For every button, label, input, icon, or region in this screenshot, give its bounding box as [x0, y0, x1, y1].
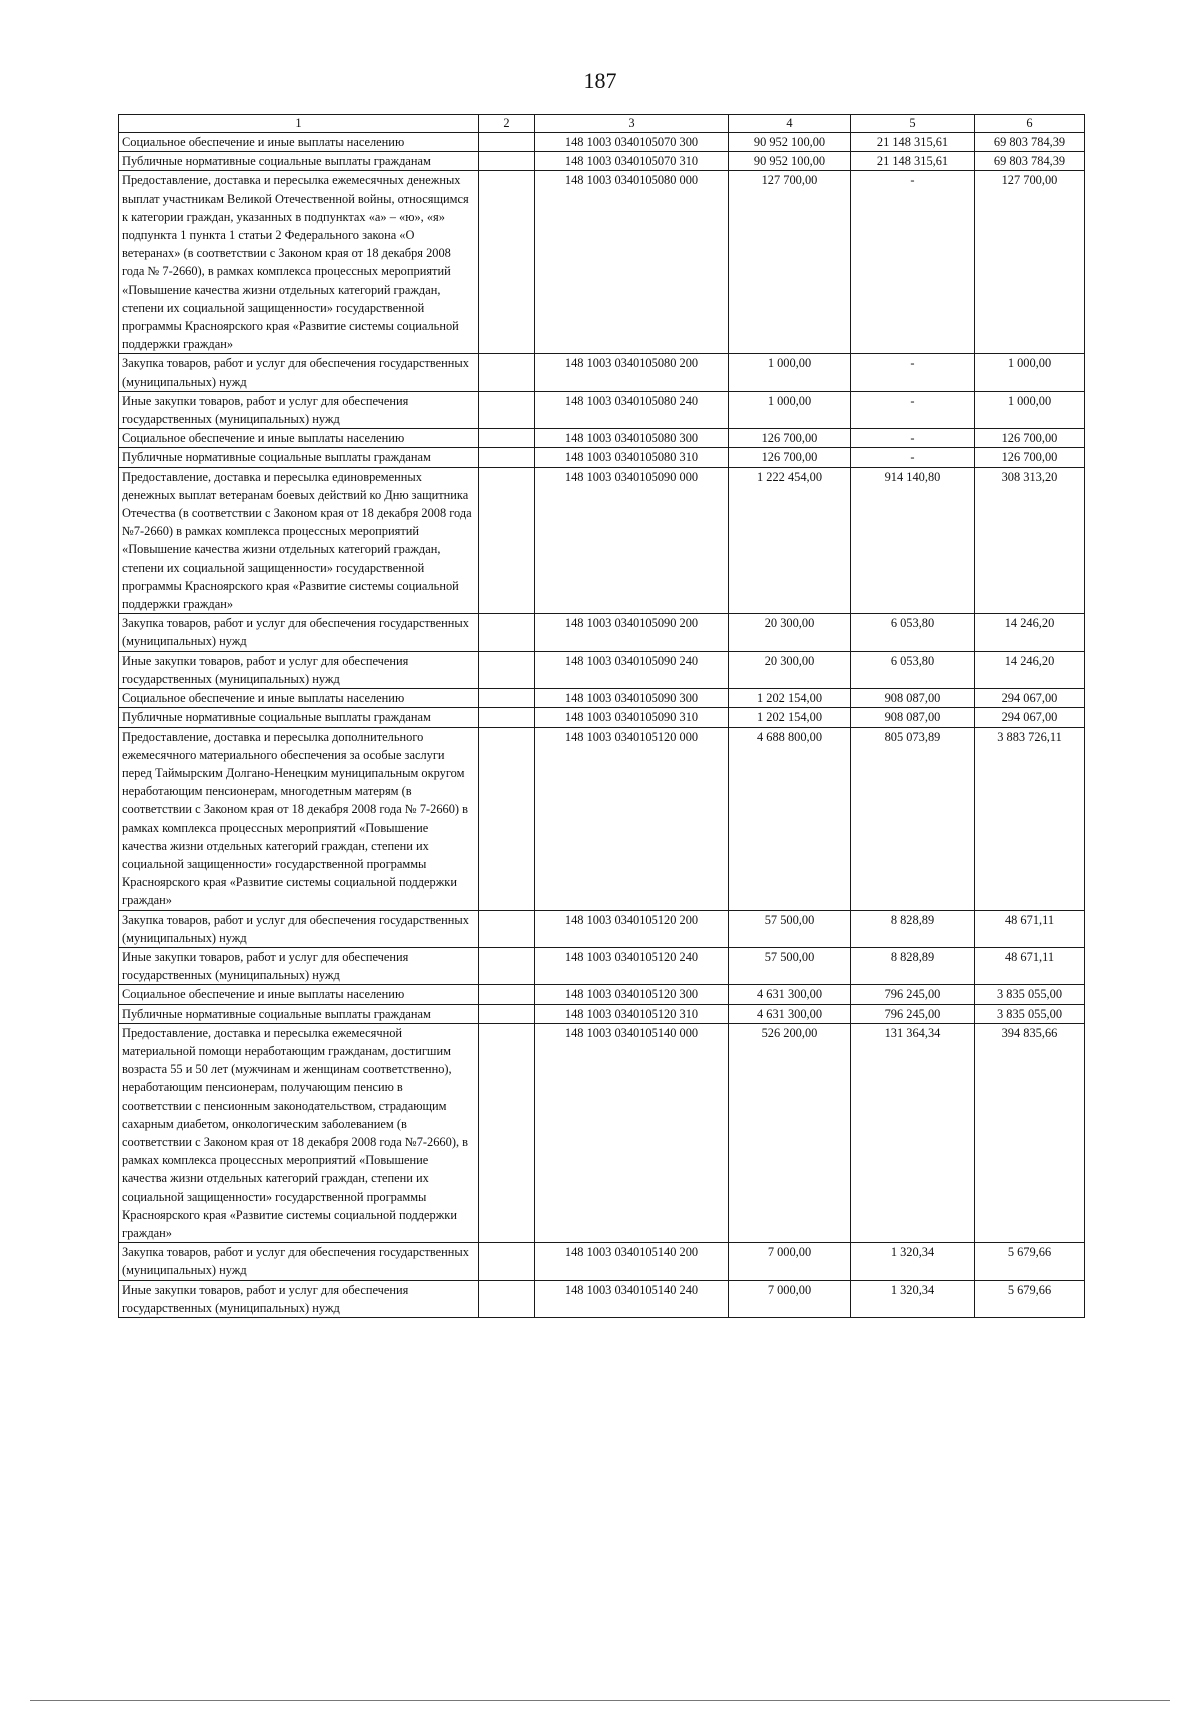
row-plan-cell: 90 952 100,00: [729, 152, 851, 171]
row-remainder-cell: 394 835,66: [975, 1023, 1085, 1242]
row-remainder-cell: 1 000,00: [975, 391, 1085, 428]
row-name-cell: Предоставление, доставка и пересылка дополнительного ежемесячного материального обеспечения за особые заслуги перед Таймырским Долгано-Ненецким муниципальным округом неработающим пенсионерам, многодетным матерям (в соответствии с Законом края от 18 декабря 2008 года № 7-2660) в рамках комплекса процессных мероприятий «Повышение качества жизни отдельных категорий граждан, степени их социальной защищенности» государственной программы Красноярского края «Развитие системы социальной поддержки граждан»: [119, 727, 479, 910]
row-remainder-cell: 14 246,20: [975, 614, 1085, 651]
row-code-cell: 148 1003 0340105140 000: [535, 1023, 729, 1242]
row-name-cell: Закупка товаров, работ и услуг для обеспечения государственных (муниципальных) нужд: [119, 614, 479, 651]
row-plan-cell: 20 300,00: [729, 651, 851, 688]
row-code-cell: 148 1003 0340105140 200: [535, 1243, 729, 1280]
table-row: [119, 1023, 1085, 1242]
row-remainder-cell: 126 700,00: [975, 429, 1085, 448]
row-remainder-cell: 127 700,00: [975, 171, 1085, 354]
row-remainder-cell: 69 803 784,39: [975, 133, 1085, 152]
table-row: [119, 651, 1085, 688]
row-name-cell: Иные закупки товаров, работ и услуг для обеспечения государственных (муниципальных) нужд: [119, 391, 479, 428]
row-col2-cell: [479, 1004, 535, 1023]
row-name-cell: Иные закупки товаров, работ и услуг для обеспечения государственных (муниципальных) нужд: [119, 947, 479, 984]
page-bottom-rule: [30, 1700, 1170, 1701]
row-name-cell: Закупка товаров, работ и услуг для обеспечения государственных (муниципальных) нужд: [119, 1243, 479, 1280]
header-col-6: 6: [975, 115, 1085, 133]
row-plan-cell: 4 631 300,00: [729, 985, 851, 1004]
row-plan-cell: 1 000,00: [729, 391, 851, 428]
row-executed-cell: 1 320,34: [851, 1280, 975, 1317]
header-col-3: 3: [535, 115, 729, 133]
row-remainder-cell: 3 835 055,00: [975, 1004, 1085, 1023]
row-name-cell: Публичные нормативные социальные выплаты гражданам: [119, 1004, 479, 1023]
row-plan-cell: 4 688 800,00: [729, 727, 851, 910]
row-remainder-cell: 1 000,00: [975, 354, 1085, 391]
row-executed-cell: 21 148 315,61: [851, 152, 975, 171]
row-plan-cell: 127 700,00: [729, 171, 851, 354]
row-plan-cell: 526 200,00: [729, 1023, 851, 1242]
row-col2-cell: [479, 391, 535, 428]
header-col-5: 5: [851, 115, 975, 133]
row-executed-cell: 796 245,00: [851, 1004, 975, 1023]
table-row: [119, 708, 1085, 727]
row-executed-cell: 796 245,00: [851, 985, 975, 1004]
row-executed-cell: 21 148 315,61: [851, 133, 975, 152]
row-name-cell: Иные закупки товаров, работ и услуг для обеспечения государственных (муниципальных) нужд: [119, 1280, 479, 1317]
header-col-2: 2: [479, 115, 535, 133]
table-row: [119, 985, 1085, 1004]
row-remainder-cell: 14 246,20: [975, 651, 1085, 688]
row-col2-cell: [479, 171, 535, 354]
row-code-cell: 148 1003 0340105080 310: [535, 448, 729, 467]
row-code-cell: 148 1003 0340105080 200: [535, 354, 729, 391]
row-plan-cell: 20 300,00: [729, 614, 851, 651]
row-name-cell: Публичные нормативные социальные выплаты гражданам: [119, 448, 479, 467]
row-remainder-cell: 48 671,11: [975, 910, 1085, 947]
row-code-cell: 148 1003 0340105140 240: [535, 1280, 729, 1317]
table-row: [119, 1243, 1085, 1280]
row-name-cell: Закупка товаров, работ и услуг для обеспечения государственных (муниципальных) нужд: [119, 354, 479, 391]
table-row: [119, 429, 1085, 448]
row-col2-cell: [479, 614, 535, 651]
row-name-cell: Закупка товаров, работ и услуг для обеспечения государственных (муниципальных) нужд: [119, 910, 479, 947]
row-executed-cell: 805 073,89: [851, 727, 975, 910]
row-name-cell: Предоставление, доставка и пересылка ежемесячных денежных выплат участникам Великой Отечественной войны, относящимся к категории граждан, указанных в подпунктах «а» – «ю», «я» подпункта 1 пункта 1 статьи 2 Федерального закона «О ветеранах» (в соответствии с Законом края от 18 декабря 2008 года № 7-2660), в рамках комплекса процессных мероприятий «Повышение качества жизни отдельных категорий граждан, степени их социальной защищенности» государственной программы Красноярского края «Развитие системы социальной поддержки граждан»: [119, 171, 479, 354]
row-col2-cell: [479, 1243, 535, 1280]
row-code-cell: 148 1003 0340105120 000: [535, 727, 729, 910]
row-col2-cell: [479, 947, 535, 984]
table-row: [119, 391, 1085, 428]
row-executed-cell: 6 053,80: [851, 651, 975, 688]
row-plan-cell: 90 952 100,00: [729, 133, 851, 152]
table-row: [119, 354, 1085, 391]
row-code-cell: 148 1003 0340105090 300: [535, 689, 729, 708]
table-row: [119, 448, 1085, 467]
table-row: [119, 689, 1085, 708]
row-name-cell: Предоставление, доставка и пересылка единовременных денежных выплат ветеранам боевых действий ко Дню защитника Отечества (в соответствии с Законом края от 18 декабря 2008 года №7-2660) в рамках комплекса процессных мероприятий «Повышение качества жизни отдельных категорий граждан, степени их социальной защищенности» государственной программы Красноярского края «Развитие системы социальной поддержки граждан»: [119, 467, 479, 614]
row-col2-cell: [479, 708, 535, 727]
row-plan-cell: 7 000,00: [729, 1280, 851, 1317]
row-name-cell: Социальное обеспечение и иные выплаты населению: [119, 429, 479, 448]
row-code-cell: 148 1003 0340105120 310: [535, 1004, 729, 1023]
row-plan-cell: 126 700,00: [729, 429, 851, 448]
header-row: [119, 115, 1085, 133]
row-code-cell: 148 1003 0340105070 300: [535, 133, 729, 152]
row-executed-cell: -: [851, 354, 975, 391]
row-remainder-cell: 126 700,00: [975, 448, 1085, 467]
row-name-cell: Социальное обеспечение и иные выплаты населению: [119, 133, 479, 152]
row-col2-cell: [479, 651, 535, 688]
row-remainder-cell: 3 835 055,00: [975, 985, 1085, 1004]
row-remainder-cell: 308 313,20: [975, 467, 1085, 614]
row-plan-cell: 1 000,00: [729, 354, 851, 391]
row-name-cell: Публичные нормативные социальные выплаты гражданам: [119, 152, 479, 171]
row-executed-cell: -: [851, 429, 975, 448]
row-remainder-cell: 69 803 784,39: [975, 152, 1085, 171]
row-remainder-cell: 294 067,00: [975, 708, 1085, 727]
row-name-cell: Социальное обеспечение и иные выплаты населению: [119, 985, 479, 1004]
row-executed-cell: 131 364,34: [851, 1023, 975, 1242]
row-col2-cell: [479, 429, 535, 448]
table-row: [119, 614, 1085, 651]
row-code-cell: 148 1003 0340105090 200: [535, 614, 729, 651]
row-plan-cell: 1 202 154,00: [729, 708, 851, 727]
table-header: [119, 115, 1085, 133]
row-code-cell: 148 1003 0340105090 240: [535, 651, 729, 688]
table-row: [119, 467, 1085, 614]
row-plan-cell: 4 631 300,00: [729, 1004, 851, 1023]
row-name-cell: Социальное обеспечение и иные выплаты населению: [119, 689, 479, 708]
table-row: [119, 1004, 1085, 1023]
row-code-cell: 148 1003 0340105070 310: [535, 152, 729, 171]
row-code-cell: 148 1003 0340105120 300: [535, 985, 729, 1004]
row-code-cell: 148 1003 0340105080 300: [535, 429, 729, 448]
row-col2-cell: [479, 985, 535, 1004]
row-executed-cell: 908 087,00: [851, 689, 975, 708]
row-col2-cell: [479, 448, 535, 467]
row-col2-cell: [479, 467, 535, 614]
table-body: [119, 133, 1085, 1318]
row-plan-cell: 126 700,00: [729, 448, 851, 467]
row-plan-cell: 7 000,00: [729, 1243, 851, 1280]
header-col-4: 4: [729, 115, 851, 133]
row-remainder-cell: 5 679,66: [975, 1243, 1085, 1280]
table-row: [119, 133, 1085, 152]
row-executed-cell: -: [851, 448, 975, 467]
table-row: [119, 947, 1085, 984]
table-row: [119, 910, 1085, 947]
row-executed-cell: 914 140,80: [851, 467, 975, 614]
row-col2-cell: [479, 1023, 535, 1242]
row-name-cell: Иные закупки товаров, работ и услуг для обеспечения государственных (муниципальных) нужд: [119, 651, 479, 688]
row-col2-cell: [479, 1280, 535, 1317]
table-row: [119, 171, 1085, 354]
row-code-cell: 148 1003 0340105120 240: [535, 947, 729, 984]
row-code-cell: 148 1003 0340105120 200: [535, 910, 729, 947]
row-remainder-cell: 3 883 726,11: [975, 727, 1085, 910]
page-number: 187: [583, 68, 617, 93]
row-code-cell: 148 1003 0340105080 000: [535, 171, 729, 354]
table-row: [119, 727, 1085, 910]
row-plan-cell: 57 500,00: [729, 947, 851, 984]
row-executed-cell: 908 087,00: [851, 708, 975, 727]
row-plan-cell: 57 500,00: [729, 910, 851, 947]
row-executed-cell: 1 320,34: [851, 1243, 975, 1280]
row-col2-cell: [479, 152, 535, 171]
row-col2-cell: [479, 354, 535, 391]
row-code-cell: 148 1003 0340105080 240: [535, 391, 729, 428]
row-executed-cell: 8 828,89: [851, 947, 975, 984]
row-name-cell: Предоставление, доставка и пересылка ежемесячной материальной помощи неработающим гражданам, достигшим возраста 55 и 50 лет (мужчинам и женщинам соответственно), неработающим пенсионерам, получающим пенсию в соответствии с пенсионным законодательством, страдающим сахарным диабетом, онкологическим заболеванием (в соответствии с Законом края от 18 декабря 2008 года №7-2660), в рамках комплекса процессных мероприятий «Повышение качества жизни отдельных категорий граждан, степени их социальной защищенности» государственной программы Красноярского края «Развитие системы социальной поддержки граждан»: [119, 1023, 479, 1242]
row-col2-cell: [479, 689, 535, 708]
row-remainder-cell: 5 679,66: [975, 1280, 1085, 1317]
row-plan-cell: 1 202 154,00: [729, 689, 851, 708]
header-col-1: 1: [119, 115, 479, 133]
budget-table: [118, 114, 1085, 1318]
table-row: [119, 1280, 1085, 1317]
row-remainder-cell: 294 067,00: [975, 689, 1085, 708]
row-code-cell: 148 1003 0340105090 310: [535, 708, 729, 727]
row-executed-cell: 6 053,80: [851, 614, 975, 651]
row-remainder-cell: 48 671,11: [975, 947, 1085, 984]
row-executed-cell: 8 828,89: [851, 910, 975, 947]
row-col2-cell: [479, 727, 535, 910]
row-name-cell: Публичные нормативные социальные выплаты гражданам: [119, 708, 479, 727]
table-row: [119, 152, 1085, 171]
row-plan-cell: 1 222 454,00: [729, 467, 851, 614]
row-col2-cell: [479, 133, 535, 152]
row-executed-cell: -: [851, 391, 975, 428]
row-col2-cell: [479, 910, 535, 947]
row-code-cell: 148 1003 0340105090 000: [535, 467, 729, 614]
row-executed-cell: -: [851, 171, 975, 354]
